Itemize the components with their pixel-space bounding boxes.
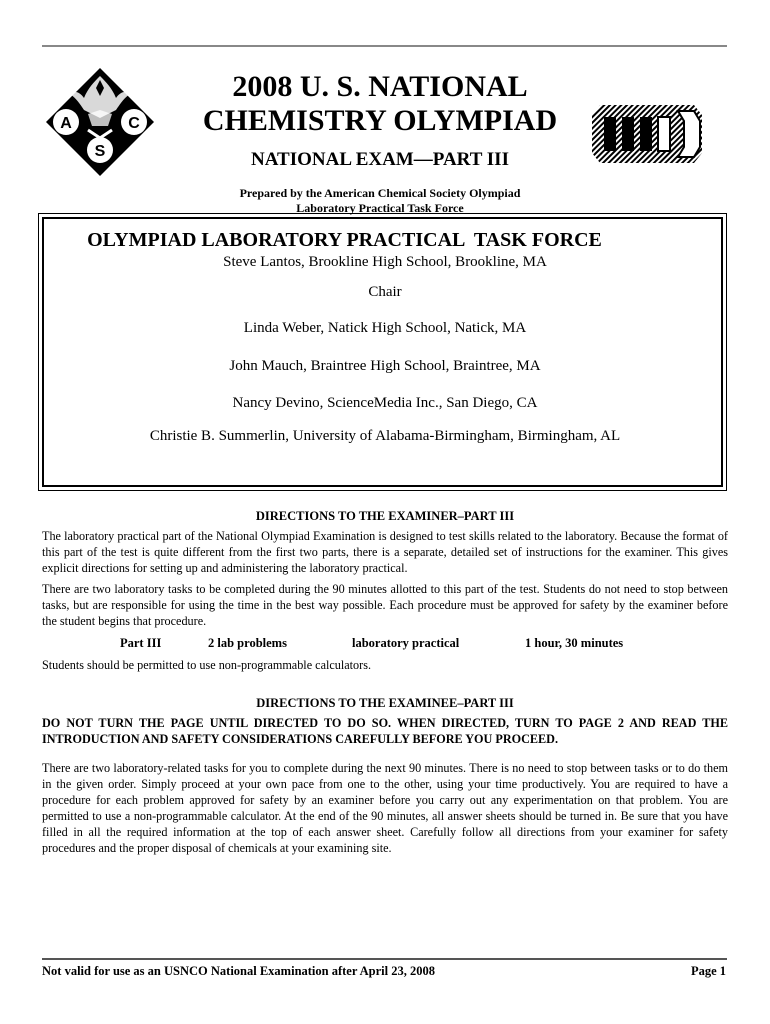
member-summerlin: Christie B. Summerlin, University of Alabama-Birmingham, Birmingham, AL <box>149 428 621 444</box>
task-force-heading: OLYMPIAD LABORATORY PRACTICAL TASK FORCE <box>87 229 602 251</box>
member-chair-title: Chair <box>368 284 402 300</box>
acs-letter-s: S <box>94 143 106 160</box>
member-chair-name: Steve Lantos, Brookline High School, Brookline, MA <box>223 254 547 270</box>
calculator-note: Students should be permitted to use non-programmable calculators. <box>42 658 371 672</box>
examiner-para-2: There are two laboratory tasks to be completed during the 90 minutes allotted to this part of the test. Students do not need to stop between tasks, but are responsible for using the time in the best way possible. Each procedure must be approved for safety by the examiner before the student begins that procedure. <box>42 582 728 628</box>
prepared-by <box>150 186 610 216</box>
member-weber: Linda Weber, Natick High School, Natick, MA <box>243 320 527 336</box>
member-devino: Nancy Devino, ScienceMedia Inc., San Diego, CA <box>232 395 538 411</box>
footer-page-number: Page 1 <box>690 964 726 978</box>
exam-subtitle: NATIONAL EXAM—PART III <box>251 149 509 170</box>
olympiad-logo <box>590 101 704 167</box>
title-line-1: 2008 U. S. NATIONAL <box>232 70 528 103</box>
title-line-2: CHEMISTRY OLYMPIAD <box>202 104 558 137</box>
prepared-line-2: Laboratory Practical Task Force <box>296 201 464 215</box>
examiner-heading: DIRECTIONS TO THE EXAMINER–PART III <box>255 509 515 523</box>
member-mauch: John Mauch, Braintree High School, Braintree, MA <box>229 358 541 374</box>
info-duration: 1 hour, 30 minutes <box>525 636 624 650</box>
prepared-line-1: Prepared by the American Chemical Society Olympiad <box>239 186 521 200</box>
info-problems: 2 lab problems <box>208 636 287 650</box>
footer-rule <box>42 958 727 960</box>
examinee-warning: DO NOT TURN THE PAGE UNTIL DIRECTED TO DO SO. WHEN DIRECTED, TURN TO PAGE 2 AND READ THE INTRODUCTION AND SAFETY CONSIDERATIONS CAREFULLY BEFORE YOU PROCEED. <box>42 716 728 746</box>
examinee-heading: DIRECTIONS TO THE EXAMINEE–PART III <box>256 696 514 710</box>
acs-letter-c: C <box>128 115 140 132</box>
acs-letter-a: A <box>60 115 72 132</box>
acs-eagle-logo <box>44 66 156 178</box>
top-rule <box>42 45 727 47</box>
info-type: laboratory practical <box>352 636 460 650</box>
examiner-para-1: The laboratory practical part of the National Olympiad Examination is designed to test skills related to the laboratory. Because the format of this part of the test is quite different from the first two parts, there is a separate, detailed set of instructions for the examiner. This gives explicit directions for setting up and administering the laboratory practical. <box>42 529 728 575</box>
examinee-para: There are two laboratory-related tasks for you to complete during the next 90 minutes. There is no need to stop between tasks or to do them in the given order. Simply proceed at your own pace from one to the other, using your time productively. You are required to have a procedure for each problem approved for safety by an examiner before you carry out any experimentation on that problem. You are permitted to use a non-programmable calculator. At the end of the 90 minutes, all answer sheets should be turned in. Be sure that you have filled in all the required information at the top of each answer sheet. Carefully follow all directions from your examiner for safety procedures and the proper disposal of chemicals at your examining site. <box>42 761 728 855</box>
info-part: Part III <box>120 636 162 650</box>
footer-validity: Not valid for use as an USNCO National Examination after April 23, 2008 <box>42 964 435 978</box>
